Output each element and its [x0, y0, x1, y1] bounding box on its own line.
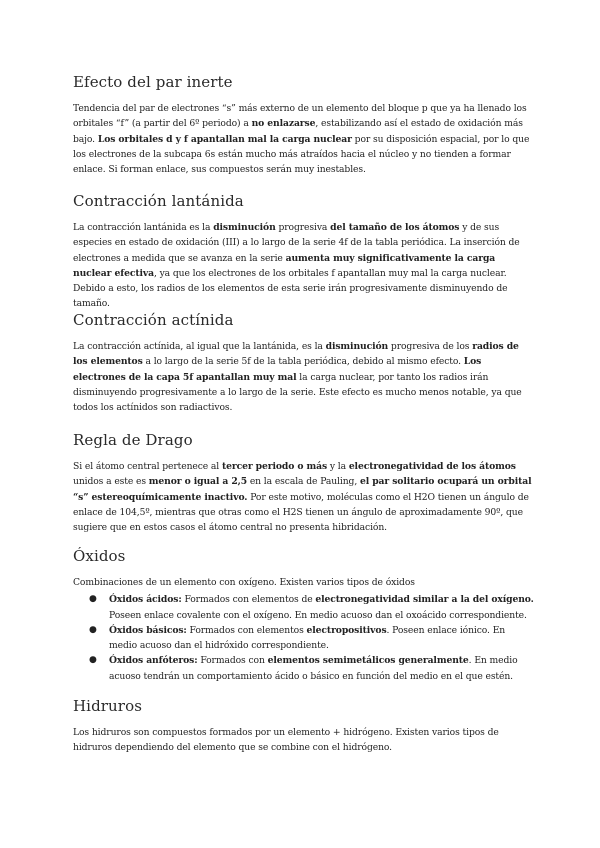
bold-run: Óxidos ácidos:	[109, 594, 182, 606]
list-item-oxidos-acidos	[73, 592, 535, 623]
bold-run: elementos semimetálicos generalmente	[267, 655, 469, 667]
text-run: y la	[327, 461, 349, 472]
text-run: Tendencia del par de electrones “s” más externo de un elemento del bloque p que ya ha llenado los orbitales “f” (a partir del 6º periodo) a	[73, 103, 527, 130]
text-run: La contracción actínida, al igual que la lantánida, es la	[73, 341, 326, 352]
text-run: Si el átomo central pertenece al	[73, 461, 222, 472]
text-run: , ya que los electrones de los orbitales f apantallan muy mal la carga nuclear. Debido a esto, los radios de los elementos de esta serie irán progresivamente disminuyendo de tamaño.	[73, 267, 508, 310]
section-hidruros	[73, 696, 535, 756]
heading-contraccion-actinida: Contracción actínida	[73, 311, 234, 329]
bold-run: radios de los elementos	[73, 341, 519, 368]
paragraph-regla-de-drago	[73, 459, 535, 535]
text-run: progresiva de los	[388, 341, 473, 352]
section-contraccion-actinida	[73, 310, 535, 415]
list-item-oxidos-anfoteros	[73, 653, 535, 684]
paragraph-efecto-par-inerte	[73, 101, 535, 177]
paragraph-contraccion-actinida	[73, 339, 535, 415]
text-run: por su disposición espacial, por lo que los electrones de la subcapa 6s están mucho más atraídos hacia el núcleo y no tienden a formar enlace. Si forman enlace, sus compuestos serán muy inestables.	[73, 133, 530, 176]
section-regla-de-drago	[73, 430, 535, 535]
bold-run: tercer periodo o más	[221, 461, 328, 472]
heading-contraccion-lantanida: Contracción lantánida	[73, 192, 244, 210]
section-oxidos	[73, 546, 535, 684]
section-efecto-par-inerte	[73, 72, 535, 177]
text-run: Formados con	[197, 655, 268, 667]
bold-run: Óxidos anfóteros:	[109, 655, 198, 667]
paragraph-hidruros: Los hidruros son compuestos formados por un elemento + hidrógeno. Existen varios tipos de hidruros dependiendo del elemento que se combine con el hidrógeno.	[73, 727, 499, 754]
bold-run: menor o igual a 2,5	[148, 476, 248, 488]
text-run: progresiva	[275, 222, 331, 233]
text-run: Formados con elementos	[186, 624, 307, 636]
section-contraccion-lantanida	[73, 191, 535, 312]
bold-run: electropositivos	[306, 624, 387, 636]
bullet-icon: ●	[89, 655, 97, 666]
text-run: . Poseen enlace iónico. En medio acuoso dan el hidróxido correspondiente.	[109, 624, 506, 652]
text-run: unidos a este es	[73, 476, 149, 488]
bold-run: electronegatividad de los átomos	[348, 461, 516, 472]
text-run: . En medio acuoso tendrán un comportamiento ácido o básico en función del medio en el que estén.	[109, 655, 518, 682]
heading-efecto-par-inerte: Efecto del par inerte	[73, 73, 233, 91]
bold-run: del tamaño de los átomos	[330, 222, 460, 233]
bold-run: Óxidos básicos:	[109, 624, 187, 636]
text-run: en la escala de Pauling,	[247, 476, 360, 488]
bold-run: disminución	[213, 222, 276, 233]
bold-run: aumenta muy significativamente la carga nuclear efectiva	[73, 252, 496, 279]
heading-oxidos: Óxidos	[73, 547, 126, 565]
text-run: Por este motivo, moléculas como el H2O tienen un ángulo de enlace de 104,5º, mientras que otras como el H2S tienen un ángulo de aproximadamente 90º, que sugiere que en estos casos el átomo central no presenta hibridación.	[73, 491, 529, 534]
text-run: la carga nuclear, por tanto los radios irán disminuyendo progresivamente a lo largo de la serie. Este efecto es mucho menos notable, ya que todos los actínidos son radiactivos.	[73, 371, 522, 414]
oxidos-list	[73, 592, 535, 684]
text-run: Formados con elementos de	[181, 594, 316, 606]
paragraph-contraccion-lantanida	[73, 220, 535, 312]
bold-run: el par solitario ocupará un orbital “s” estereoquímicamente inactivo.	[73, 476, 532, 503]
list-item-oxidos-basicos	[73, 623, 535, 654]
text-run: , estabilizando así el estado de oxidación más bajo.	[73, 118, 523, 145]
text-run: a lo largo de la serie 5f de la tabla periódica, debido al mismo efecto.	[142, 356, 464, 368]
bullet-icon: ●	[89, 594, 97, 605]
bold-run: no enlazarse	[251, 118, 316, 130]
text-run: y de sus especies en estado de oxidación (III) a lo largo de la serie 4f de la tabla periódica. La inserción de electrones a medida que se avanza en la serie	[73, 222, 520, 264]
text-run: Poseen enlace covalente con el oxígeno. En medio acuoso dan el oxoácido correspondiente.	[109, 609, 527, 621]
bullet-icon: ●	[89, 624, 97, 635]
bold-run: electronegatividad similar a la del oxígeno.	[315, 594, 534, 606]
bold-run: disminución	[325, 341, 389, 352]
bold-run: Los electrones de la capa 5f apantallan muy mal	[73, 356, 482, 383]
text-run: La contracción lantánida es la	[73, 222, 214, 233]
paragraph-oxidos-intro: Combinaciones de un elemento con oxígeno. Existen varios tipos de óxidos	[73, 577, 415, 588]
heading-hidruros: Hidruros	[73, 697, 143, 715]
bold-run: Los orbitales d y f apantallan mal la carga nuclear	[97, 133, 352, 145]
heading-regla-de-drago: Regla de Drago	[73, 431, 193, 449]
